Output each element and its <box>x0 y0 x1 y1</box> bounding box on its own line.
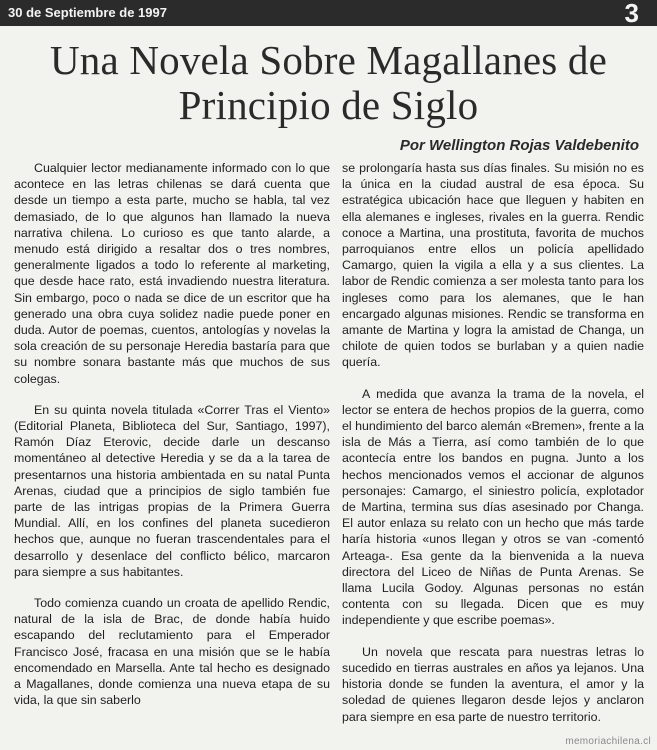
paragraph: se prolongaría hasta sus días finales. Su misión no es la única en la ciudad austral de esa época. Su estratégica ubicación hace que lleguen y habiten en ella alemanes e ingleses, rivales en la guerra. Rendic conoce a Martina, una prostituta, favorita de muchos parroquianos entre ellos un policía apellidado Camargo, quien la vigila a ella y a sus clientes. La labor de Rendic comienza a ser molesta tanto para los ingleses como para los alemanes, que le han encargado algunas misiones. Rendic se transforma en amante de Martina y logra la amistad de Changa, un chilote de quien todos se burlaban y a quien nadie quería. <box>342 161 644 370</box>
paragraph: Un novela que rescata para nuestras letras lo sucedido en tierras australes en años ya lejanos. Una historia donde se funden la aventura, el amor y la soledad de quienes llegaron desde lejos y anclaron para siempre en esa parte de nuestro territorio. <box>342 644 644 724</box>
paragraph: En su quinta novela titulada «Correr Tras el Viento» (Editorial Planeta, Biblioteca del Sur, Santiago, 1997), Ramón Díaz Eterovic, decide darle un descanso momentáneo al detective Heredia y se da a la tarea de presentarnos una historia ambientada en su natal Punta Arenas, ciudad que a principios de siglo también fue parte de las intrigas propias de la Primera Guerra Mundial. Allí, en los confines del planeta sucedieron hechos que, aunque no fueran trascendentales para el desarrollo y desenlace del conflicto bélico, marcaron para siempre a sus habitantes. <box>14 402 330 579</box>
paragraph: Todo comienza cuando un croata de apellido Rendic, natural de la isla de Brac, de donde había huido escapando del reclutamiento para el Emperador Francisco José, fracasa en una misión que se le había encomendado en Marsella. Ante tal hecho es designado a Magallanes, donde comienza una nueva etapa de su vida, la que sin saberlo <box>14 596 330 708</box>
article-column-left <box>14 160 330 724</box>
article-byline: Por Wellington Rojas Valdebenito <box>399 137 639 154</box>
header-bar <box>0 0 657 26</box>
issue-date: 30 de Septiembre de 1997 <box>8 5 167 20</box>
source-watermark: memoriachilena.cl <box>565 736 651 747</box>
paragraph: Cualquier lector medianamente informado con lo que acontece en las letras chilenas se dará cuenta que desde un tiempo a esta parte, mucho se habla, tal vez demasiado, de lo que algunos han llamado la nueva narrativa chilena. Lo curioso es que tanto alarde, a menudo está dirigido a resaltar dos o tres nombres, generalmente ligados a todo lo referente al marketing, que desde hace rato, está invadiendo nuestra literatura. Sin embargo, poco o nada se dice de un escritor que ha generado una obra cuya solidez nadie puede poner en duda. Autor de poemas, cuentos, antologías y novelas la sola creación de su personaje Heredia bastaría para que su nombre sonara bastante más que muchos de sus colegas. <box>14 161 330 386</box>
article-column-right <box>342 160 644 740</box>
paragraph: A medida que avanza la trama de la novela, el lector se entera de hechos propios de la guerra, como el hundimiento del barco alemán «Bremen», frente a la isla de Más a Tierra, así como también de lo que acontecía entre los bandos en pugna. Junto a los hechos mencionados vemos el accionar de algunos personajes: Camargo, el siniestro policía, explotador de Martina, termina sus días asesinado por Changa. El autor enlaza su relato con un hecho que más tarde haría historia «unos llegan y otros se van -comentó Arteaga-. Esa gente da la bienvenida a la nueva directora del Liceo de Niñas de Punta Arenas. Se llama Lucila Godoy. Algunas personas no están contenta con su llegada. Dicen que es muy independiente y que escribe poemas». <box>342 386 644 628</box>
page-number: 3 <box>624 0 639 28</box>
article-title: Una Novela Sobre Magallanes de Principio de Siglo <box>49 37 608 128</box>
